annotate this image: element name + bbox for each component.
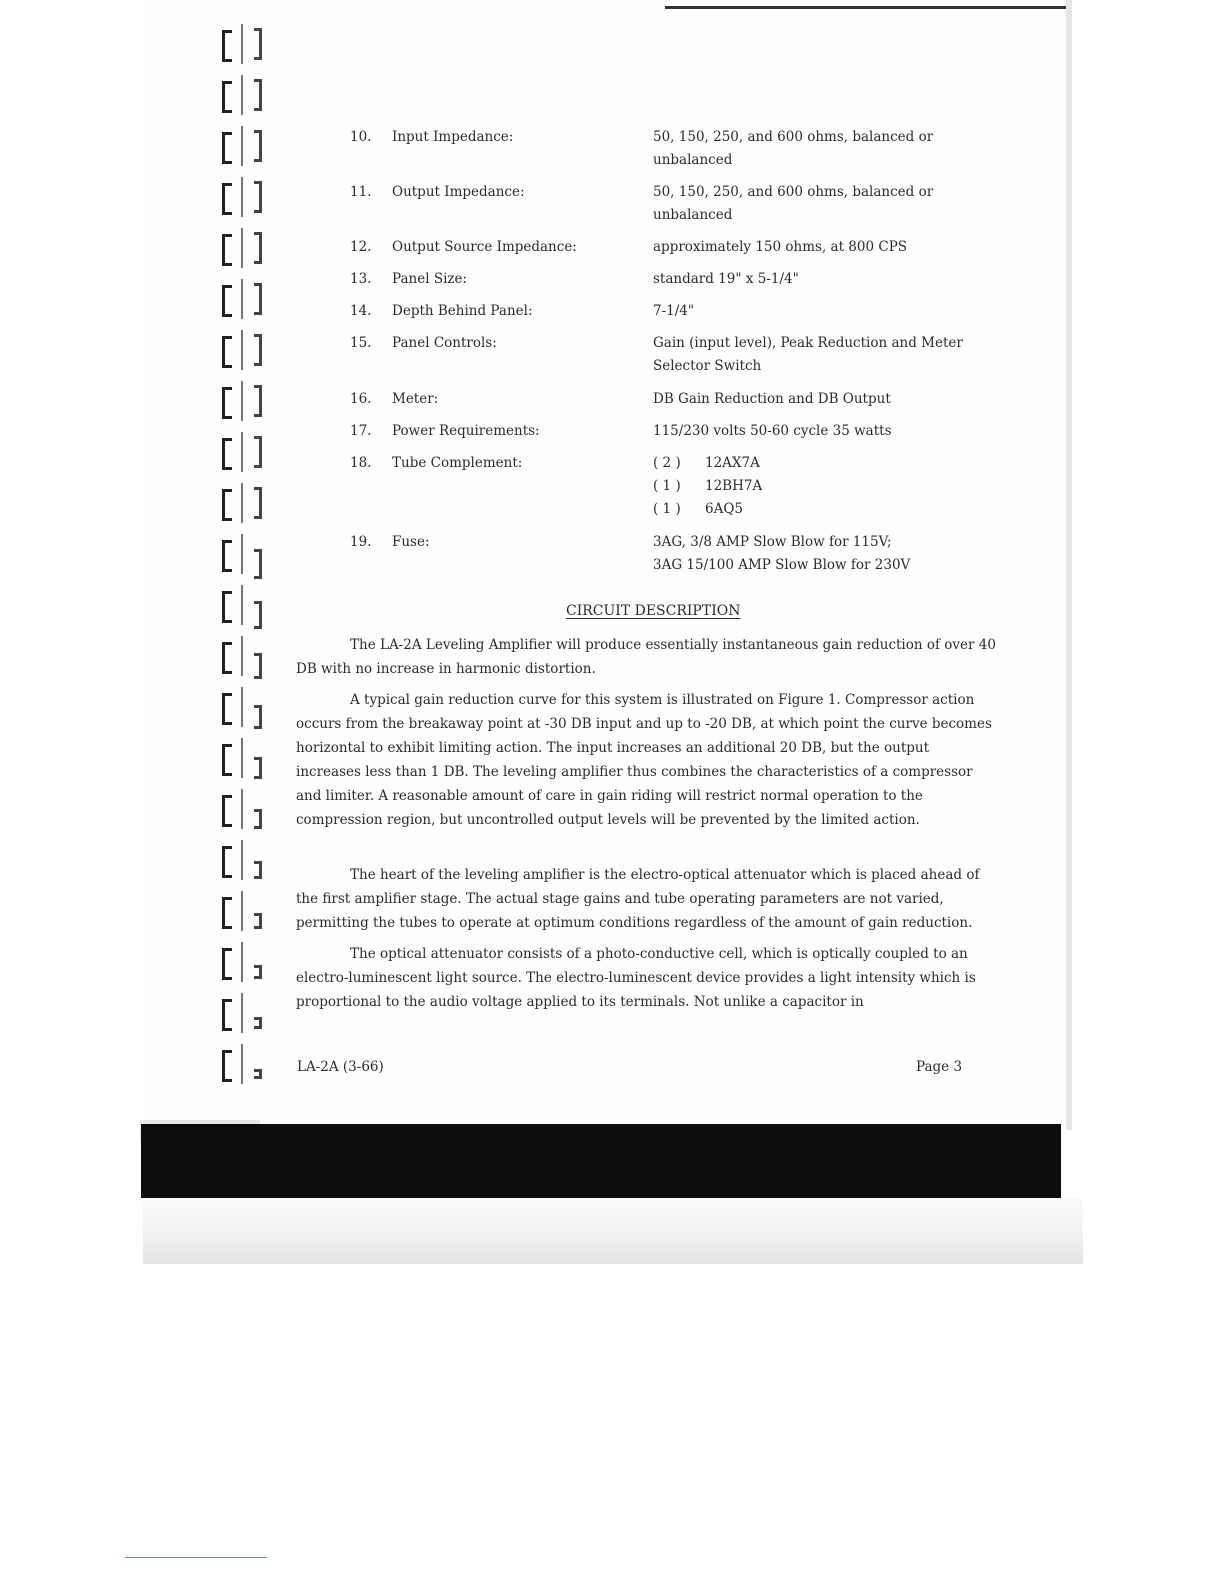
- binding-ring-part: [241, 432, 243, 472]
- binding-ring-part: [254, 79, 262, 111]
- spec-label: Power Requirements:: [392, 423, 540, 439]
- binding-ring-part: [254, 705, 262, 729]
- binding-ring-part: [241, 942, 243, 982]
- binding-ring-part: [254, 549, 262, 579]
- binding-ring: [220, 432, 266, 472]
- binding-ring-part: [254, 653, 262, 679]
- binding-ring-part: [254, 601, 262, 629]
- binding-ring-part: [241, 483, 243, 523]
- spec-label: Meter:: [392, 391, 439, 407]
- binding-ring-part: [241, 636, 243, 676]
- binding-ring-part: [222, 795, 232, 827]
- spec-number: 12.: [350, 239, 372, 255]
- binding-ring: [220, 177, 266, 217]
- spec-number: 13.: [350, 271, 372, 287]
- binding-ring-part: [222, 693, 232, 725]
- binding-ring-part: [254, 1017, 262, 1029]
- spec-number: 14.: [350, 303, 372, 319]
- binding-ring-part: [254, 385, 262, 417]
- binding-ring-part: [222, 438, 232, 470]
- binding-ring: [220, 687, 266, 727]
- tube-complement-list: [653, 452, 993, 521]
- scanner-gray-strip: [143, 1198, 1083, 1264]
- body-paragraph: The LA-2A Leveling Amplifier will produce essentially instantaneous gain reduction of over 40 DB with no increase in harmonic distortion.: [296, 637, 996, 677]
- tube-quantity: ( 1 ): [653, 478, 681, 494]
- binding-ring-part: [222, 1050, 232, 1082]
- spec-number: 19.: [350, 534, 372, 550]
- body-paragraph: The heart of the leveling amplifier is the electro-optical attenuator which is placed ahead of the first amplifier stage. The actual stage gains and tube operating parameters are not varied, permitting the tubes to operate at optimum conditions regardless of the amount of gain reduction.: [296, 867, 980, 931]
- binding-ring-part: [241, 534, 243, 574]
- binding-ring: [220, 381, 266, 421]
- spec-number: 10.: [350, 129, 372, 145]
- binding-ring-part: [222, 591, 232, 623]
- spec-label: Output Source Impedance:: [392, 239, 577, 255]
- binding-ring-part: [254, 130, 262, 162]
- binding-ring: [220, 75, 266, 115]
- spec-value: DB Gain Reduction and DB Output: [653, 391, 891, 407]
- binding-ring: [220, 840, 266, 880]
- binding-ring-part: [222, 897, 232, 929]
- top-edge-rule: [665, 6, 1070, 9]
- binding-ring: [220, 738, 266, 778]
- tube-quantity: ( 1 ): [653, 501, 681, 517]
- binding-ring: [220, 585, 266, 625]
- scanner-shadow-band: [141, 1124, 1061, 1198]
- binding-ring-part: [222, 234, 232, 266]
- spec-number: 17.: [350, 423, 372, 439]
- binding-ring-part: [222, 999, 232, 1031]
- spec-value: 50, 150, 250, and 600 ohms, balanced or unbalanced: [653, 129, 934, 168]
- binding-ring: [220, 636, 266, 676]
- tube-type: 12BH7A: [705, 478, 763, 494]
- spec-value: approximately 150 ohms, at 800 CPS: [653, 239, 908, 255]
- binding-ring-part: [222, 336, 232, 368]
- binding-ring-part: [241, 687, 243, 727]
- binding-ring-part: [222, 846, 232, 878]
- spec-label: Panel Size:: [392, 271, 468, 287]
- binding-ring-part: [254, 436, 262, 468]
- binding-ring-part: [222, 489, 232, 521]
- binding-ring-part: [241, 75, 243, 115]
- binding-ring-part: [241, 585, 243, 625]
- binding-ring-part: [254, 28, 262, 60]
- binding-ring: [220, 228, 266, 268]
- binding-ring-part: [254, 283, 262, 315]
- binding-ring: [220, 1044, 266, 1084]
- page-edge-shadow: [1066, 0, 1072, 1130]
- spec-value: 7-1/4": [653, 303, 695, 319]
- binding-ring-part: [241, 840, 243, 880]
- spec-number: 18.: [350, 455, 372, 471]
- binding-ring: [220, 483, 266, 523]
- spec-label: Input Impedance:: [392, 129, 514, 145]
- binding-ring: [220, 330, 266, 370]
- binding-ring-part: [222, 81, 232, 113]
- section-heading: CIRCUIT DESCRIPTION: [566, 603, 741, 619]
- binding-ring-part: [241, 228, 243, 268]
- binding-ring: [220, 891, 266, 931]
- binding-ring-part: [254, 334, 262, 366]
- binding-ring-part: [241, 381, 243, 421]
- binding-ring: [220, 993, 266, 1033]
- page-number: Page 3: [916, 1059, 963, 1075]
- spec-label: Fuse:: [392, 534, 430, 550]
- binding-ring-part: [254, 757, 262, 779]
- binding-ring-part: [222, 948, 232, 980]
- binding-ring-part: [241, 993, 243, 1033]
- binding-ring-part: [254, 1069, 262, 1079]
- body-paragraph: The optical attenuator consists of a photo-conductive cell, which is optically coupled to an electro-luminescent light source. The electro-luminescent device provides a light intensity which is proportional to the audio voltage applied to its terminals. Not unlike a capacitor in: [296, 946, 976, 1010]
- binding-ring: [220, 942, 266, 982]
- binding-ring-part: [254, 965, 262, 979]
- tube-type: 12AX7A: [705, 455, 760, 471]
- tube-entry: [653, 498, 993, 521]
- spec-label: Output Impedance:: [392, 184, 525, 200]
- binding-ring-part: [222, 540, 232, 572]
- tube-entry: [653, 475, 993, 498]
- binding-ring-part: [241, 330, 243, 370]
- spec-value: standard 19" x 5-1/4": [653, 271, 799, 287]
- binding-ring-part: [222, 183, 232, 215]
- binding-ring-part: [241, 279, 243, 319]
- spec-label: Panel Controls:: [392, 335, 497, 351]
- binding-ring-part: [254, 487, 262, 519]
- binding-ring-part: [241, 177, 243, 217]
- binding-ring-part: [222, 744, 232, 776]
- binding-ring: [220, 24, 266, 64]
- binding-ring-part: [241, 891, 243, 931]
- tube-quantity: ( 2 ): [653, 455, 681, 471]
- spec-label: Depth Behind Panel:: [392, 303, 533, 319]
- spec-value: 115/230 volts 50-60 cycle 35 watts: [653, 423, 892, 439]
- fuse-line: 3AG 15/100 AMP Slow Blow for 230V: [653, 557, 911, 573]
- binding-ring-part: [254, 913, 262, 929]
- binding-ring-part: [241, 24, 243, 64]
- binding-ring: [220, 126, 266, 166]
- binding-ring-part: [254, 232, 262, 264]
- binding-ring-part: [241, 1044, 243, 1084]
- spec-value: 50, 150, 250, and 600 ohms, balanced or unbalanced: [653, 184, 934, 223]
- body-paragraph: A typical gain reduction curve for this system is illustrated on Figure 1. Compressor action occurs from the breakaway point at -30 DB input and up to -20 DB, at which point the curve becomes horizontal to exhibit limiting action. The input increases an additional 20 DB, but the output increases less than 1 DB. The leveling amplifier thus combines the characteristics of a compressor and limiter. A reasonable amount of care in gain riding will restrict normal operation to the compression region, but uncontrolled output levels will be prevented by the limited action.: [296, 692, 992, 828]
- spec-label: Tube Complement:: [392, 455, 523, 471]
- binding-ring-part: [241, 126, 243, 166]
- binding-ring-part: [222, 387, 232, 419]
- tube-type: 6AQ5: [705, 501, 743, 517]
- tube-entry: [653, 452, 993, 475]
- binding-ring-part: [241, 738, 243, 778]
- fuse-line: 3AG, 3/8 AMP Slow Blow for 115V;: [653, 534, 892, 550]
- binding-ring-part: [222, 132, 232, 164]
- binding-ring-part: [254, 861, 262, 879]
- spec-value: Gain (input level), Peak Reduction and Meter Selector Switch: [653, 335, 963, 374]
- bottom-underline: [125, 1557, 267, 1558]
- binding-ring-part: [254, 181, 262, 213]
- binding-ring-part: [241, 789, 243, 829]
- binding-ring-part: [222, 285, 232, 317]
- document-code: LA-2A (3-66): [297, 1059, 384, 1075]
- binding-ring-part: [254, 809, 262, 829]
- spec-number: 16.: [350, 391, 372, 407]
- binding-ring: [220, 534, 266, 574]
- binding-ring: [220, 279, 266, 319]
- binding-ring-part: [222, 30, 232, 62]
- spec-number: 11.: [350, 184, 372, 200]
- spec-value: [653, 531, 993, 577]
- binding-ring-part: [222, 642, 232, 674]
- spec-number: 15.: [350, 335, 372, 351]
- binding-ring: [220, 789, 266, 829]
